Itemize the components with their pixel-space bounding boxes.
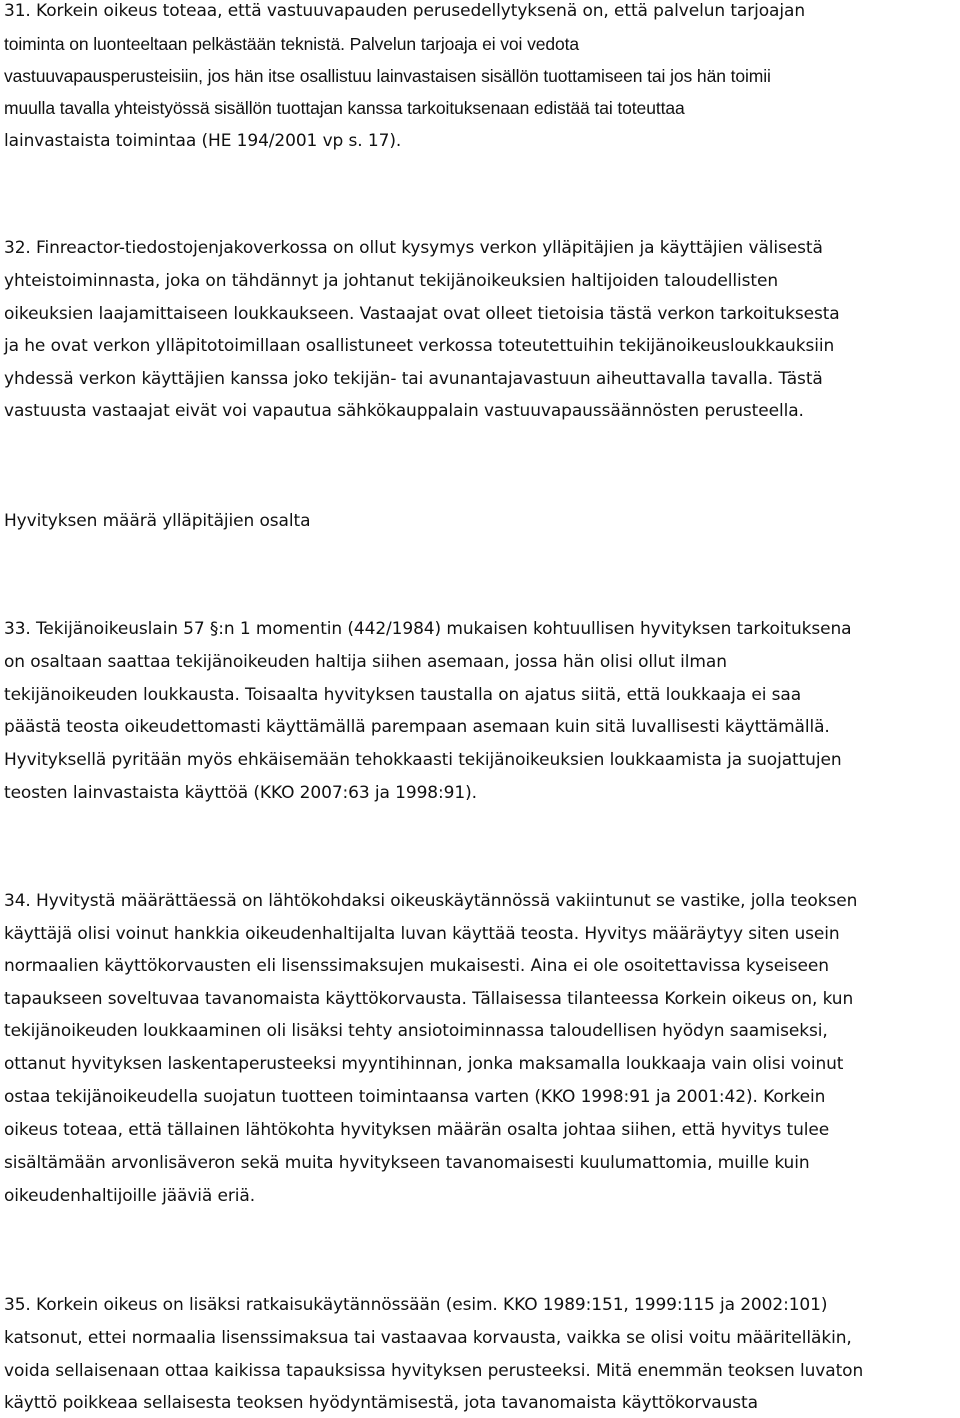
- text-line: käyttö poikkeaa sellaisesta teoksen hyödyntämisestä, jota tavanomaista käyttökorvausta: [4, 1393, 758, 1413]
- text-line: tapaukseen soveltuvaa tavanomaista käyttökorvausta. Tällaisessa tilanteessa Korkein oikeus on, kun: [4, 989, 854, 1009]
- text-line: teosten lainvastaista käyttöä (KKO 2007:63 ja 1998:91).: [4, 783, 477, 803]
- text-line: 34. Hyvitystä määrättäessä on lähtökohdaksi oikeuskäytännössä vakiintunut se vastike, jolla teoksen: [4, 891, 858, 911]
- text-line: ostaa tekijänoikeudella suojatun tuotteen toimintaansa varten (KKO 1998:91 ja 2001:42). Korkein: [4, 1087, 826, 1107]
- text-line: tekijänoikeuden loukkaaminen oli lisäksi tehty ansiotoiminnassa taloudellisen hyödyn saamiseksi,: [4, 1021, 828, 1041]
- text-line: oikeuksien laajamittaiseen loukkaukseen. Vastaajat ovat olleet tietoisia tästä verkon tarkoituksesta: [4, 304, 840, 324]
- text-line: vastuuvapausperusteisiin, jos hän itse osallistuu lainvastaisen sisällön tuottamiseen tai jos hän toimii: [4, 66, 771, 86]
- text-line: tekijänoikeuden loukkausta. Toisaalta hyvityksen taustalla on ajatus siitä, että loukkaaja ei saa: [4, 685, 802, 705]
- text-line: katsonut, ettei normaalia lisenssimaksua tai vastaavaa korvausta, vaikka se olisi voitu määritelläkin,: [4, 1328, 852, 1348]
- text-line: oikeudenhaltijoille jääviä eriä.: [4, 1186, 256, 1206]
- text-line: oikeus toteaa, että tällainen lähtökohta hyvityksen määrän osalta johtaa siihen, että hyvitys tulee: [4, 1120, 830, 1140]
- text-line: muulla tavalla yhteistyössä sisällön tuottajan kanssa tarkoituksenaan edistää tai toteuttaa: [4, 98, 685, 118]
- text-line: toiminta on luonteeltaan pelkästään teknistä. Palvelun tarjoaja ei voi vedota: [4, 34, 580, 54]
- text-line: yhdessä verkon käyttäjien kanssa joko tekijän- tai avunantajavastuun aiheuttavalla tavalla. Tästä: [4, 369, 823, 389]
- text-line: 31. Korkein oikeus toteaa, että vastuuvapauden perusedellytyksenä on, että palvelun tarjoajan: [4, 1, 805, 21]
- text-line: lainvastaista toimintaa (HE 194/2001 vp s. 17).: [4, 131, 402, 151]
- section-heading: Hyvityksen määrä ylläpitäjien osalta: [4, 511, 311, 531]
- text-line: päästä teosta oikeudettomasti käyttämällä parempaan asemaan kuin sitä luvallisesti käyttämällä.: [4, 717, 830, 737]
- text-line: voida sellaisenaan ottaa kaikissa tapauksissa hyvityksen perusteeksi. Mitä enemmän teoksen luvaton: [4, 1361, 864, 1381]
- text-line: yhteistoiminnasta, joka on tähdännyt ja johtanut tekijänoikeuksien haltijoiden taloudellisten: [4, 271, 778, 291]
- text-line: ja he ovat verkon ylläpitotoimillaan osallistuneet verkossa toteutettuihin tekijänoikeusloukkauksiin: [4, 336, 835, 356]
- text-line: 35. Korkein oikeus on lisäksi ratkaisukäytännössään (esim. KKO 1989:151, 1999:115 ja 2002:101): [4, 1295, 828, 1315]
- text-line: Hyvityksellä pyritään myös ehkäisemään tehokkaasti tekijänoikeuksien loukkaamista ja suojattujen: [4, 750, 842, 770]
- text-line: 33. Tekijänoikeuslain 57 §:n 1 momentin (442/1984) mukaisen kohtuullisen hyvityksen tarkoituksena: [4, 619, 852, 639]
- text-line: 32. Finreactor-tiedostojenjakoverkossa on ollut kysymys verkon ylläpitäjien ja käyttäjien välisestä: [4, 238, 823, 258]
- text-line: vastuusta vastaajat eivät voi vapautua sähkökauppalain vastuuvapaussäännösten perusteella.: [4, 401, 804, 421]
- text-line: sisältämään arvonlisäveron sekä muita hyvitykseen tavanomaisesti kuulumattomia, muille kuin: [4, 1153, 810, 1173]
- text-line: normaalien käyttökorvausten eli lisenssimaksujen mukaisesti. Aina ei ole osoitettavissa kyseiseen: [4, 956, 829, 976]
- text-line: käyttäjä olisi voinut hankkia oikeudenhaltijalta luvan käyttää teosta. Hyvitys määräytyy siten usein: [4, 924, 840, 944]
- text-line: ottanut hyvityksen laskentaperusteeksi myyntihinnan, jonka maksamalla loukkaaja vain olisi voinut: [4, 1054, 844, 1074]
- text-line: on osaltaan saattaa tekijänoikeuden haltija siihen asemaan, jossa hän olisi ollut ilman: [4, 652, 727, 672]
